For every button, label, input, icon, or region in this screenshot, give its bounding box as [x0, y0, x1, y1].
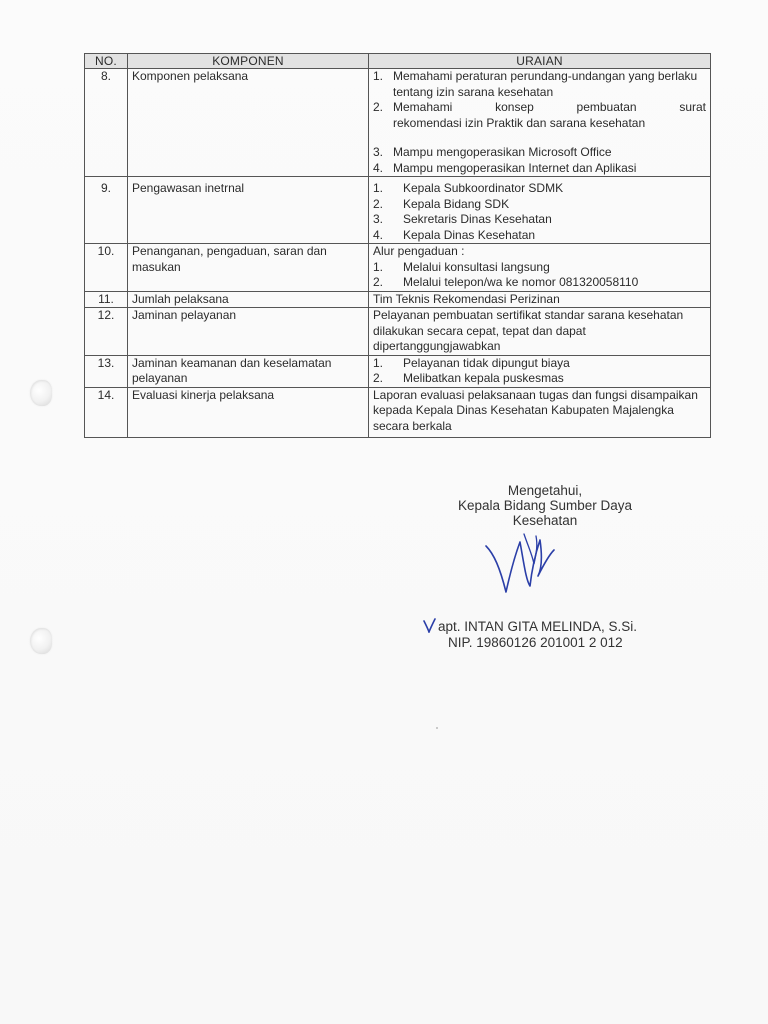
row-komponen: Jaminan pelayanan	[128, 308, 369, 356]
header-no: NO.	[85, 54, 128, 69]
speck	[436, 727, 438, 729]
table-header-row	[85, 54, 711, 69]
table-row	[85, 355, 711, 387]
row-komponen: Jumlah pelaksana	[128, 291, 369, 308]
table-row	[85, 387, 711, 438]
row-number: 13.	[85, 355, 128, 387]
header-komponen: KOMPONEN	[128, 54, 369, 69]
list-item: 2. Melibatkan kepala puskesmas	[373, 371, 564, 385]
signature-block	[420, 483, 670, 528]
complaint-intro: Alur pengaduan :	[373, 244, 465, 258]
row-uraian: Tim Teknis Rekomendasi Perizinan	[369, 291, 711, 308]
spacer	[373, 131, 706, 145]
punch-hole	[30, 380, 52, 406]
row-uraian	[369, 244, 711, 292]
row-number: 11.	[85, 291, 128, 308]
list-item: 1. Memahami peraturan perundang-undangan yang berlaku tentang izin sarana kesehatan	[373, 69, 698, 99]
signatory-name: apt. INTAN GITA MELINDA, S.Si.	[438, 619, 638, 634]
row-uraian: Laporan evaluasi pelaksanaan tugas dan fungsi disampaikan kepada Kepala Dinas Kesehatan Kabupaten Majalengka secara berkala	[369, 387, 711, 438]
row-uraian	[369, 355, 711, 387]
list-item: 1. Melalui konsultasi langsung	[373, 259, 550, 274]
signature-position: Kepala Bidang Sumber Daya	[457, 498, 633, 513]
row-number: 14.	[85, 387, 128, 438]
list-item: 1. Kepala Subkoordinator SDMK	[373, 181, 564, 195]
list-item: 1. Pelayanan tidak dipungut biaya	[373, 355, 570, 370]
row-komponen: Jaminan keamanan dan keselamatan pelayanan	[128, 355, 369, 387]
punch-hole	[30, 628, 52, 654]
table-row	[85, 308, 711, 356]
row-number: 12.	[85, 308, 128, 356]
table-row	[85, 177, 711, 244]
signatory	[428, 619, 637, 651]
handwritten-signature	[480, 524, 560, 604]
signature-acknowledged: Mengetahui,	[507, 483, 583, 498]
list-item: 3. Mampu mengoperasikan Microsoft Office	[373, 145, 612, 159]
table-row	[85, 244, 711, 292]
row-uraian	[369, 177, 711, 244]
service-standard-table	[84, 53, 711, 438]
signature-position-cont: Kesehatan	[512, 513, 578, 528]
row-uraian	[369, 69, 711, 177]
row-number: 10.	[85, 244, 128, 292]
row-komponen: Komponen pelaksana	[128, 69, 369, 177]
row-uraian: Pelayanan pembuatan sertifikat standar sarana kesehatan dilakukan secara cepat, tepat dan dapat dipertanggungjawabkan	[369, 308, 711, 356]
row-komponen: Evaluasi kinerja pelaksana	[128, 387, 369, 438]
row-number: 9.	[85, 177, 128, 244]
table-row	[85, 291, 711, 308]
list-item: 4. Kepala Dinas Kesehatan	[373, 227, 536, 242]
list-item: 2. Kepala Bidang SDK	[373, 196, 510, 211]
row-number: 8.	[85, 69, 128, 177]
row-komponen: Penanganan, pengaduan, saran dan masukan	[128, 244, 369, 292]
row-komponen: Pengawasan inetrnal	[128, 177, 369, 244]
list-item: 4. Mampu mengoperasikan Internet dan Aplikasi	[373, 160, 637, 175]
list-item: 2. Memahami konsep pembuatan surat rekomendasi izin Praktik dan sarana kesehatan	[373, 100, 706, 130]
list-item: 3. Sekretaris Dinas Kesehatan	[373, 212, 552, 226]
header-uraian: URAIAN	[369, 54, 711, 69]
table-row	[85, 69, 711, 177]
list-item: 2. Melalui telepon/wa ke nomor 081320058110	[373, 275, 639, 289]
signatory-nip: NIP. 19860126 201001 2 012	[448, 635, 623, 650]
ink-mark-icon	[422, 617, 436, 633]
